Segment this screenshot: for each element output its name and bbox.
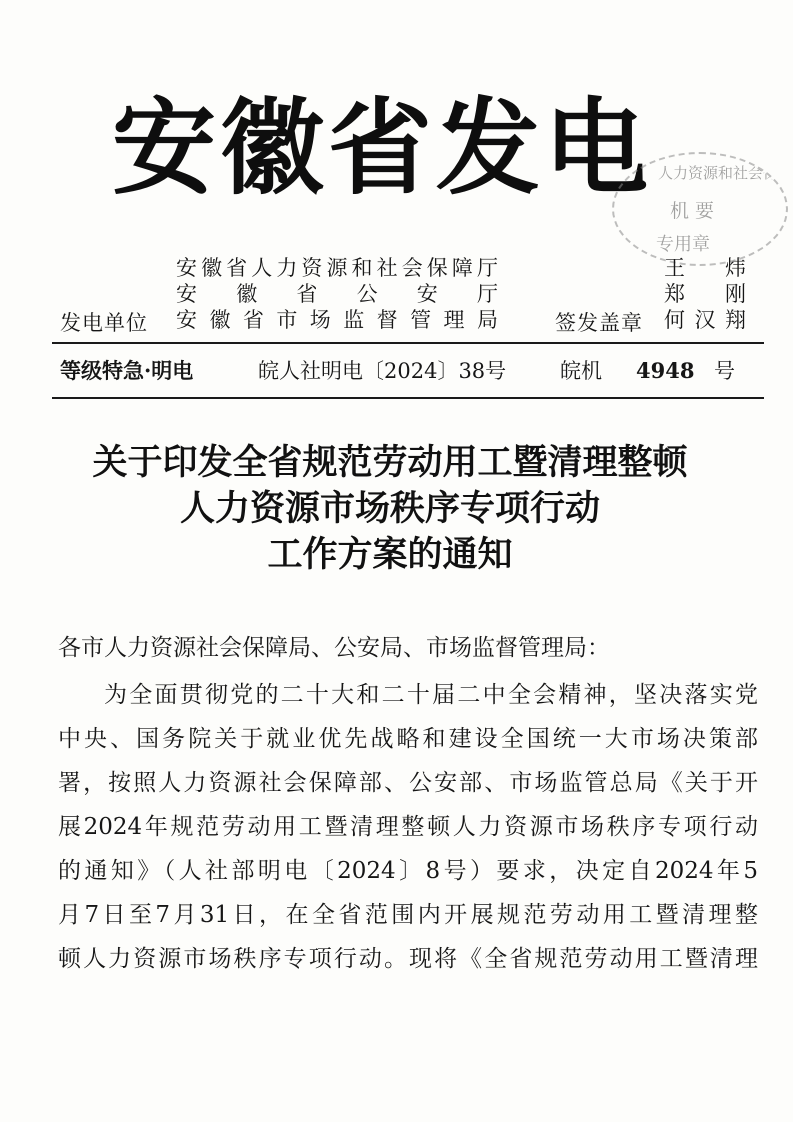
title-line: 关于印发全省规范劳动用工暨清理整顿 bbox=[92, 442, 688, 483]
body-text bbox=[58, 673, 758, 981]
body-line: 展2024年规范劳动用工暨清理整顿人力资源市场秩序专项行动 bbox=[58, 814, 758, 840]
signer-name: 王 炜 bbox=[664, 256, 746, 280]
salutation: 各市人力资源社会保障局、公安局、市场监督管理局： bbox=[58, 635, 610, 661]
official-seal-stamp bbox=[612, 152, 788, 266]
signer-name: 何 汉 翔 bbox=[664, 308, 746, 332]
sender-units bbox=[176, 255, 498, 333]
seal-text-line: 机 要 bbox=[670, 200, 715, 222]
body-line: 署，按照人力资源社会保障部、公安部、市场监管总局《关于开 bbox=[58, 770, 758, 796]
document-number: 皖人社明电〔2024〕38号 bbox=[258, 359, 507, 383]
header-rule-bottom bbox=[52, 397, 764, 399]
title-line: 人力资源市场秩序专项行动 bbox=[179, 488, 600, 529]
telegram-number: 4948 bbox=[636, 358, 695, 383]
seal-text-line: 专用章 bbox=[656, 234, 710, 255]
sender-unit: 安 徽 省 人 力 资 源 和 社 会 保 障 厅 bbox=[176, 256, 498, 280]
body-line: 顿人力资源市场秩序专项行动。现将《全省规范劳动用工暨清理 bbox=[58, 946, 758, 972]
header-rule-top bbox=[52, 342, 764, 344]
seal-text-line: 人力资源和社会保 bbox=[658, 164, 779, 182]
sender-unit: 安 徽 省 公 安 厅 bbox=[176, 282, 498, 306]
telegram-prefix: 皖机 bbox=[560, 359, 602, 383]
sender-unit: 安 徽 省 市 场 监 督 管 理 局 bbox=[176, 308, 498, 332]
signer-names bbox=[664, 255, 746, 333]
body-line: 为全面贯彻党的二十大和二十届二中全会精神，坚决落实党 bbox=[104, 682, 758, 708]
title-line: 工作方案的通知 bbox=[267, 534, 513, 575]
body-line: 月7日至7月31日，在全省范围内开展规范劳动用工暨清理整 bbox=[58, 902, 758, 928]
body-line: 中央、国务院关于就业优先战略和建设全国统一大市场决策部 bbox=[58, 726, 758, 752]
signer-name: 郑 刚 bbox=[664, 282, 746, 306]
document-title bbox=[40, 440, 740, 578]
masthead-title: 安徽省发电 bbox=[112, 86, 653, 209]
urgency-level: 等级特急·明电 bbox=[60, 358, 194, 383]
telegram-number-suffix: 号 bbox=[714, 359, 735, 383]
sender-label: 发电单位 bbox=[60, 311, 148, 335]
signature-label: 签发盖章 bbox=[555, 311, 643, 335]
body-line: 的通知》（人社部明电〔2024〕8号）要求，决定自2024年5 bbox=[58, 858, 758, 884]
